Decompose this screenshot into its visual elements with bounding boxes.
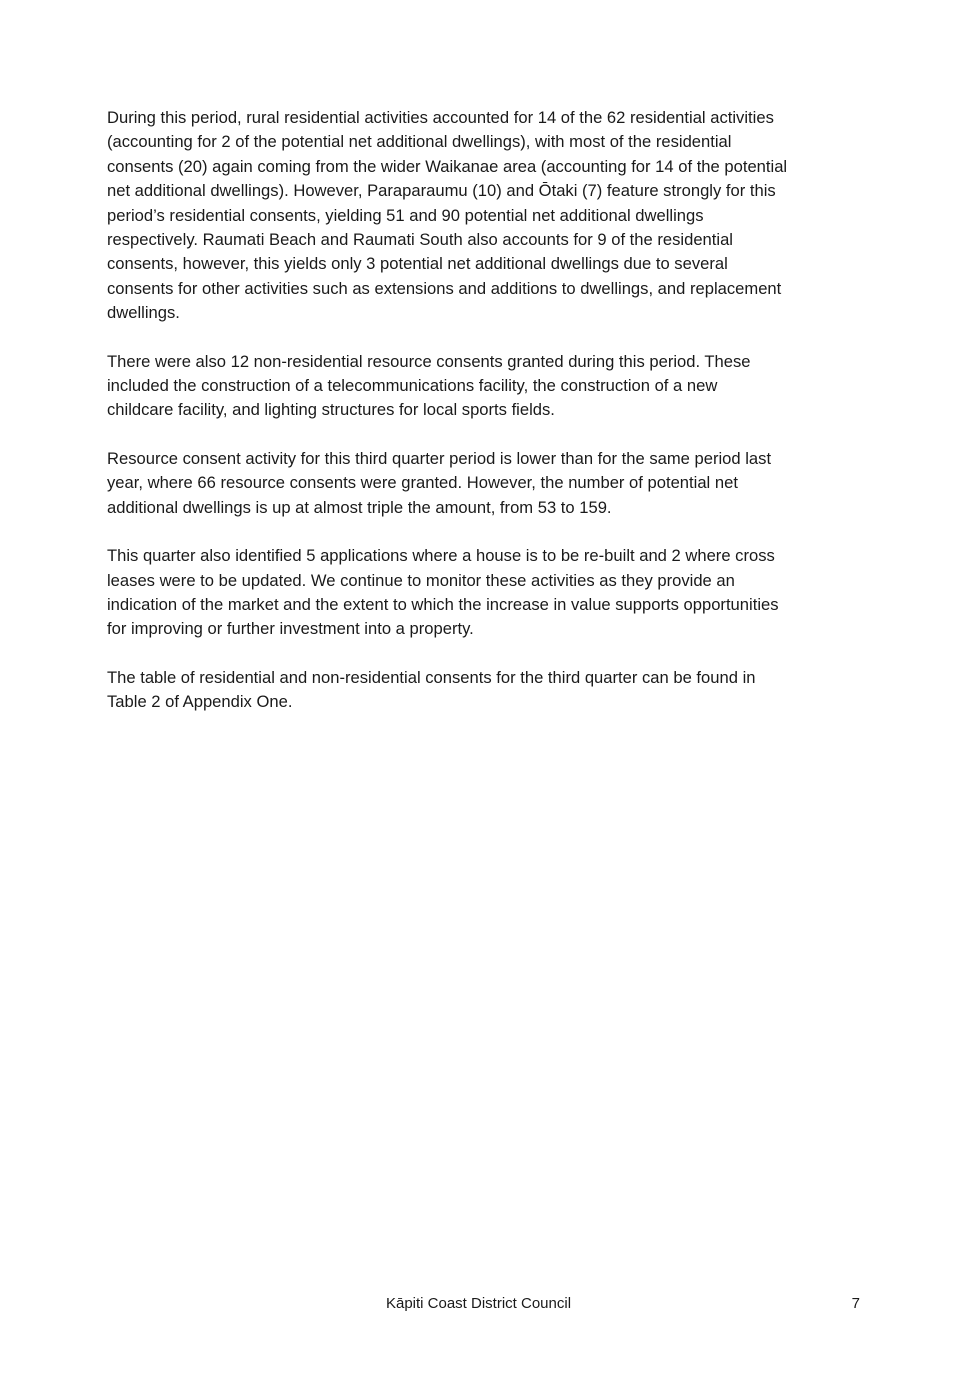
paragraph-rebuild-applications: This quarter also identified 5 applications where a house is to be re-built and 2 where cross leases were to be updated. We continue to monitor these activities as they provide an indication of the market and the extent to which the increase in value supports opportunities for improving or further investment into a property. xyxy=(107,546,779,639)
paragraph-quarter-comparison: Resource consent activity for this third quarter period is lower than for the same period last year, where 66 resource consents were granted. However, the number of potential net additional dwellings is up at almost triple the amount, from 53 to 159. xyxy=(107,448,772,517)
body-text xyxy=(107,106,867,739)
page-number: 7 xyxy=(851,1295,860,1312)
paragraph-rural-residential: During this period, rural residential activities accounted for 14 of the 62 residential activities (accounting for 2 of the potential net additional dwellings), with most of the residential consents (20) again coming from the wider Waikanae area (accounting for 14 of the potential net additional dwellings). However, Paraparaumu (10) and Ōtaki (7) feature strongly for this period’s residential consents, yielding 51 and 90 potential net additional dwellings respectively. Raumati Beach and Raumati South also accounts for 9 of the residential consents, however, this yields only 3 potential net additional dwellings due to several consents for other activities such as extensions and additions to dwellings, and replacement dwellings. xyxy=(107,108,788,323)
footer-organization: Kāpiti Coast District Council xyxy=(385,1295,572,1312)
paragraph-non-residential: There were also 12 non-residential resource consents granted during this period. These included the construction of a telecommunications facility, the construction of a new childcare facility, and lighting structures for local sports fields. xyxy=(107,351,751,420)
paragraph-table-reference: The table of residential and non-residential consents for the third quarter can be found in Table 2 of Appendix One. xyxy=(107,667,756,712)
